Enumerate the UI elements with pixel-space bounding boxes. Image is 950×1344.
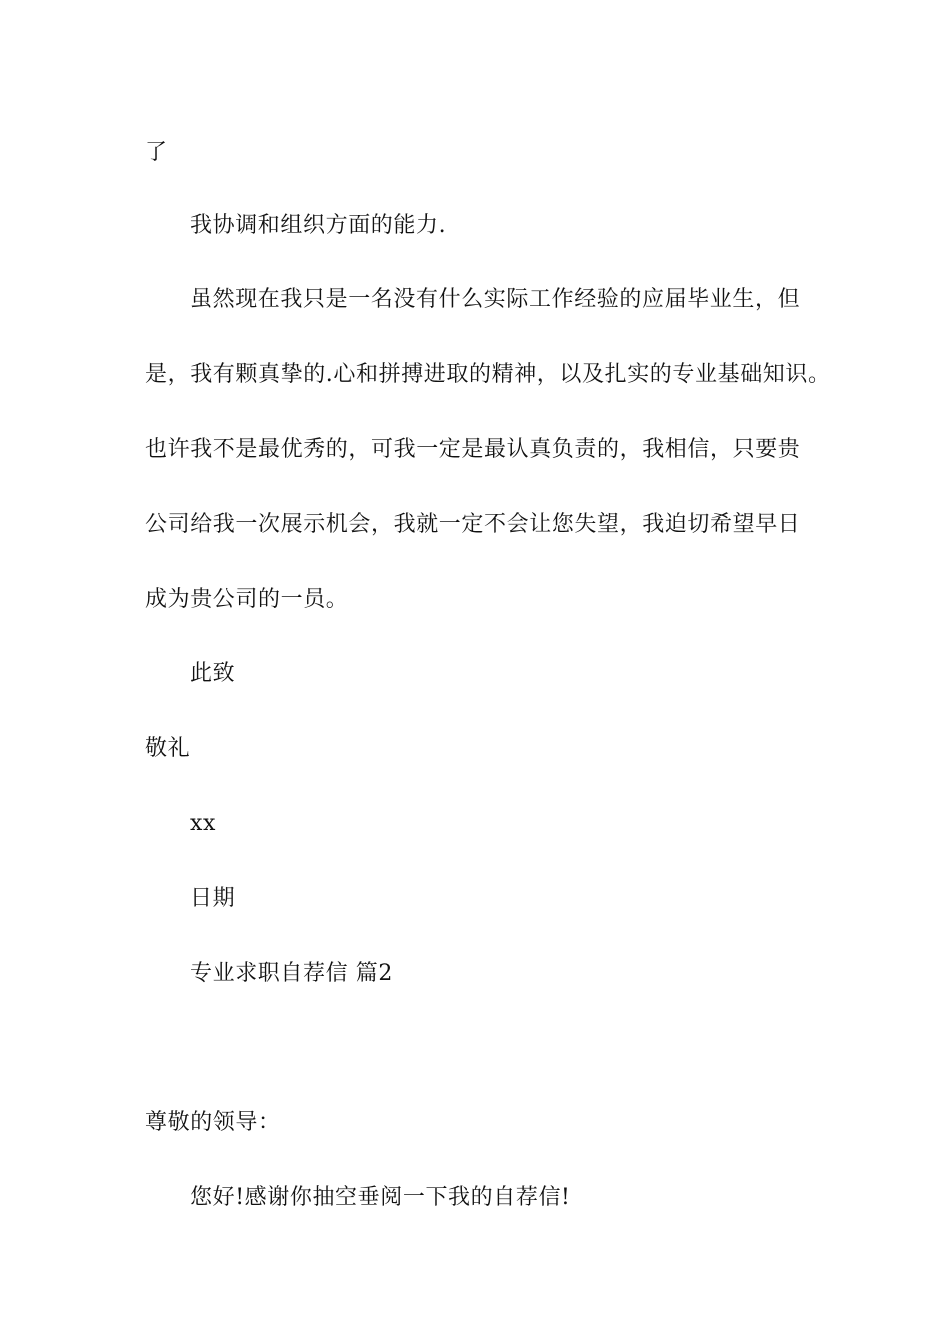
paragraph-line: 虽然现在我只是一名没有什么实际工作经验的应届毕业生，但 — [190, 287, 801, 312]
paragraph-ability: 我协调和组织方面的能力. — [190, 213, 447, 238]
letter-greeting: 尊敬的领导： — [145, 1110, 281, 1135]
section-heading: 专业求职自荐信 篇2 — [190, 961, 393, 986]
paragraph-line: 也许我不是最优秀的，可我一定是最认真负责的，我相信，只要贵 — [145, 437, 801, 462]
signature-name: xx — [190, 811, 217, 836]
paragraph-line: 公司给我一次展示机会，我就一定不会让您失望，我迫切希望早日 — [145, 512, 801, 537]
paragraph-fragment: 了 — [145, 140, 168, 165]
closing-regards: 敬礼 — [145, 736, 191, 761]
paragraph-line: 成为贵公司的一员。 — [145, 587, 349, 612]
signature-date: 日期 — [190, 886, 236, 911]
paragraph-line: 是，我有颗真挚的.心和拼搏进取的精神，以及扎实的专业基础知识。 — [145, 362, 831, 387]
closing-salutation: 此致 — [190, 661, 236, 686]
letter-opening: 您好!感谢你抽空垂阅一下我的自荐信! — [190, 1185, 571, 1210]
